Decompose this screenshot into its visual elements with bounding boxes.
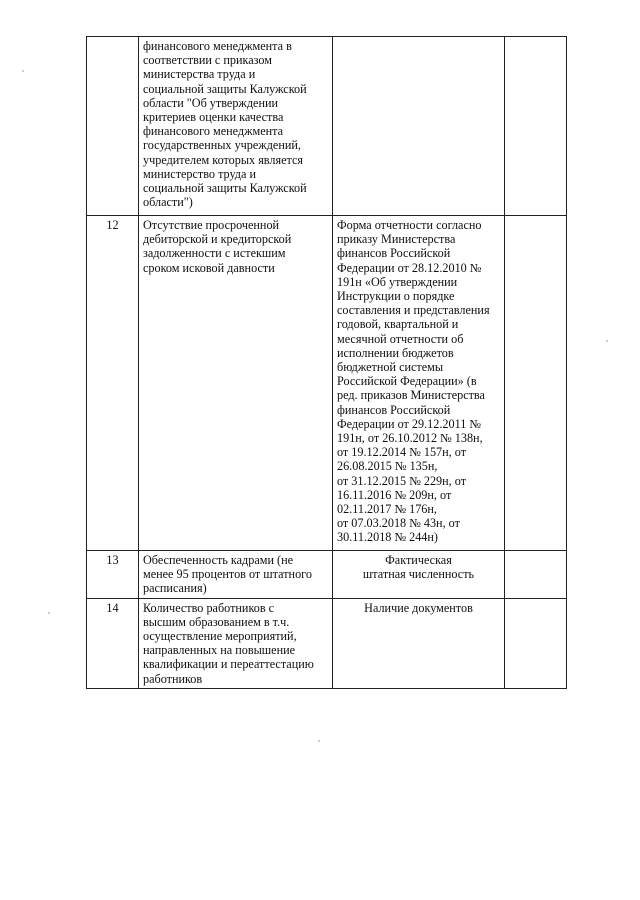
table-row <box>87 37 567 216</box>
empty-cell <box>505 598 567 688</box>
empty-cell <box>505 37 567 216</box>
criteria-table <box>86 36 567 689</box>
row-number: 13 <box>87 551 139 599</box>
empty-cell <box>505 216 567 551</box>
table-row <box>87 598 567 688</box>
scan-speck <box>48 612 50 614</box>
scan-speck <box>318 740 320 742</box>
row-number: 14 <box>87 598 139 688</box>
scan-speck <box>606 340 608 342</box>
source-cell <box>333 37 505 216</box>
row-number: 12 <box>87 216 139 551</box>
criterion-cell: Отсутствие просроченной дебиторской и кредиторской задолженности с истекшим сроком исковой давности <box>139 216 333 551</box>
source-cell: Форма отчетности согласно приказу Министерства финансов Российской Федерации от 28.12.2010 № 191н «Об утверждении Инструкции о порядке составления и представления годовой, квартальной и месячной отчетности об исполнении бюджетов бюджетной системы Российской Федерации» (в ред. приказов Министерства финансов Российской Федерации от 29.12.2011 № 191н, от 26.10.2012 № 138н, от 19.12.2014 № 157н, от 26.08.2015 № 135н, от 31.12.2015 № 229н, от 16.11.2016 № 209н, от 02.11.2017 № 176н, от 07.03.2018 № 43н, от 30.11.2018 № 244н) <box>333 216 505 551</box>
criterion-cell: Обеспеченность кадрами (не менее 95 процентов от штатного расписания) <box>139 551 333 599</box>
source-cell: Фактическая штатная численность <box>333 551 505 599</box>
scan-speck <box>22 70 24 72</box>
table-row <box>87 551 567 599</box>
row-number <box>87 37 139 216</box>
criterion-cell: финансового менеджмента в соответствии с приказом министерства труда и социальной защиты Калужской области "Об утверждении критериев оценки качества финансового менеджмента государственных учреждений, учредителем которых является министерство труда и социальной защиты Калужской области") <box>139 37 333 216</box>
source-cell: Наличие документов <box>333 598 505 688</box>
empty-cell <box>505 551 567 599</box>
table-row <box>87 216 567 551</box>
criterion-cell: Количество работников с высшим образованием в т.ч. осуществление мероприятий, направленных на повышение квалификации и переаттестацию работников <box>139 598 333 688</box>
